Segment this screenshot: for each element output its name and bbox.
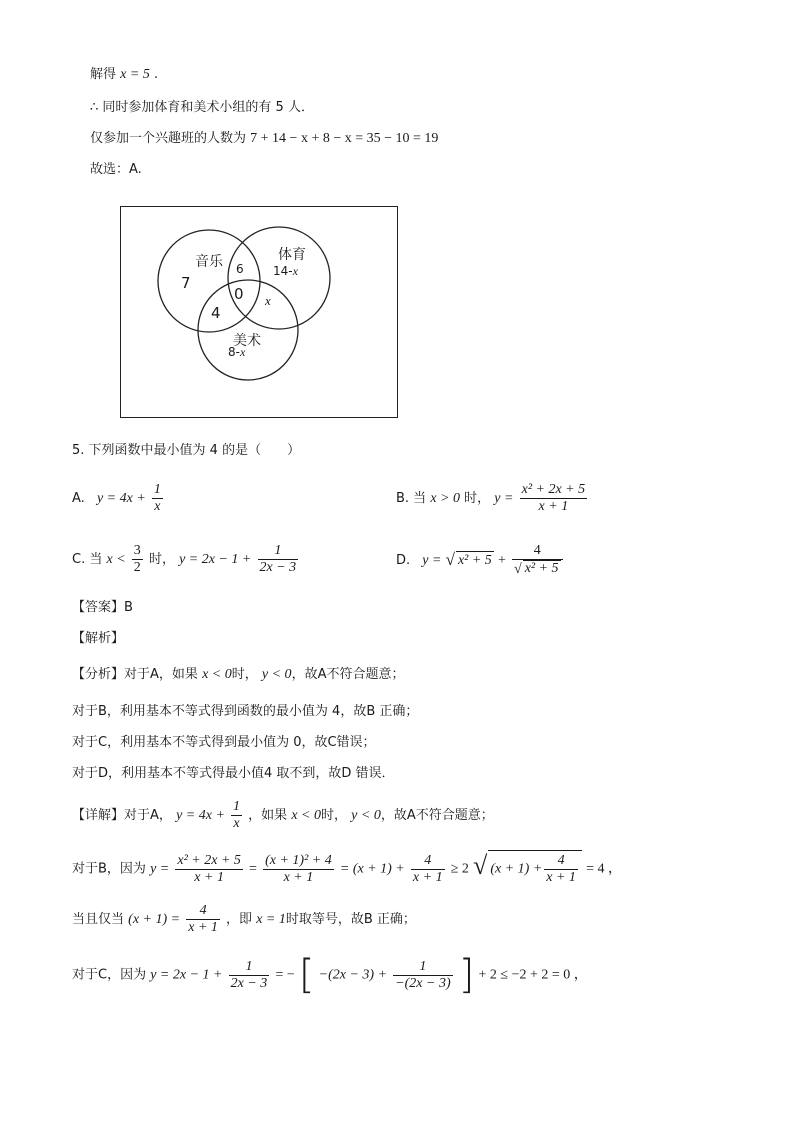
eq-math-1: (x + 1) = (128, 912, 181, 927)
solution-line-3-math: 7 + 14 − x + 8 − x = 35 − 10 = 19 (250, 131, 439, 146)
c-fraction-2-numerator: 1 (393, 959, 452, 976)
b-y: y = (150, 861, 170, 877)
art-only-number: 8- (228, 345, 240, 359)
eq-fraction (186, 903, 220, 936)
sports-art-value: x (265, 293, 271, 308)
option-c (72, 543, 300, 576)
option-a (72, 482, 165, 515)
option-d-label: D. (396, 553, 411, 568)
b-fraction-2 (263, 853, 334, 886)
art-only-variable: x (239, 345, 246, 359)
b-ge: ≥ 2 (450, 861, 469, 877)
detail-line-b (72, 850, 622, 886)
analysis-line-b: 对于B，利用基本不等式得到函数的最小值为 4，故B 正确； (72, 704, 419, 719)
detail-fraction (231, 799, 242, 832)
solution-line-1-end: . (153, 67, 159, 82)
answer-value: B (124, 600, 133, 615)
all-three-value: 0 (234, 285, 244, 303)
b-text: 对于B，因为 (72, 861, 146, 877)
detail-numerator: 1 (233, 799, 241, 814)
sports-only-value (273, 264, 298, 279)
music-label: 音乐 (195, 254, 223, 270)
option-c-when: 时， (148, 552, 175, 567)
b-fraction-3 (411, 853, 445, 886)
analysis-line-a (72, 666, 404, 684)
b-fraction-1-numerator: x² + 2x + 5 (177, 852, 241, 868)
solution-line-2: ∴ 同时参加体育和美术小组的有 5 人． (90, 100, 314, 115)
c-fraction-2-denominator: −(2x − 3) (395, 975, 451, 991)
option-a-fraction (152, 482, 163, 515)
b-fraction-4 (544, 853, 578, 886)
option-b (396, 482, 589, 515)
option-d-denominator: √ x² + 5 (514, 561, 559, 577)
option-b-fraction (520, 482, 588, 515)
b-fraction-1 (175, 853, 243, 886)
fenxi-math-1: x < 0 (202, 667, 232, 682)
detail-text-3: 时， (321, 808, 348, 823)
eq-text-1: 当且仅当 (72, 912, 125, 927)
option-c-denominator: 2x − 3 (259, 560, 297, 575)
detail-math-2: y < 0 (351, 808, 381, 823)
option-a-label: A. (72, 491, 85, 506)
b-fraction-4-numerator: 4 (544, 853, 578, 870)
option-b-numerator: x² + 2x + 5 (521, 482, 586, 497)
detail-text-2: ，如果 (248, 808, 288, 823)
option-a-expr: y = 4x + (96, 491, 146, 506)
c-right-bracket: ] (458, 952, 475, 998)
analysis-line-d: 对于D，利用基本不等式得最小值4 取不到，故D 错误． (72, 766, 395, 781)
venn-diagram (120, 206, 398, 418)
c-expr: y = 2x − 1 + (150, 967, 223, 983)
option-d-den-radicand: x² + 5 (524, 561, 559, 576)
option-b-label: B. 当 (396, 491, 427, 506)
b-eq-2: = (x + 1) + (339, 861, 405, 877)
option-c-bound-fraction (132, 543, 143, 576)
option-c-expr: y = 2x − 1 + (179, 552, 252, 567)
detail-line-a (72, 799, 494, 832)
b-fraction-1-denominator: x + 1 (194, 869, 224, 885)
b-fraction-4-denominator: x + 1 (546, 870, 576, 885)
detail-line-eq (72, 903, 416, 936)
c-fraction-1 (229, 959, 270, 992)
detail-text-4: ，故A不符合题意； (380, 808, 494, 823)
eq-text-2: ，即 (226, 912, 253, 927)
option-d-y: y = (422, 553, 442, 568)
fenxi-text-1: 对于A，如果 (124, 667, 198, 682)
analysis-line-c: 对于C，利用基本不等式得到最小值为 0，故C错误； (72, 735, 376, 750)
detail-text-1: 对于A， (124, 808, 172, 823)
c-fraction-1-denominator: 2x − 3 (230, 975, 268, 991)
c-fraction-2 (393, 959, 452, 992)
option-b-condition: x > 0 (430, 491, 460, 506)
c-eq: = − (275, 967, 295, 983)
solution-line-3-text: 仅参加一个兴趣班的人数为 (90, 131, 247, 146)
option-b-y: y = (494, 491, 514, 506)
c-end: + 2 ≤ −2 + 2 = 0 ， (478, 967, 588, 983)
option-c-label: C. 当 (72, 552, 103, 567)
b-sqrt: √ (x + 1) + $\frac{4}{x + 1}$ (473, 862, 582, 877)
b-fraction-3-numerator: 4 (411, 853, 445, 870)
c-inner-1: −(2x − 3) + (318, 967, 388, 983)
fenxi-tag: 【分析】 (72, 667, 125, 682)
music-art-value: 4 (211, 304, 221, 322)
music-sports-value: 6 (236, 262, 244, 276)
option-d-numerator: 4 (512, 543, 563, 560)
solution-line-3 (90, 130, 438, 148)
detail-line-c (72, 952, 588, 998)
eq-text-3: 时取等号，故B 正确； (285, 912, 416, 927)
sports-only-variable: x (292, 264, 298, 278)
fenxi-math-2: y < 0 (261, 667, 292, 682)
eq-denominator: x + 1 (188, 920, 218, 935)
option-d-fraction (512, 543, 563, 578)
option-a-numerator: 1 (153, 482, 161, 497)
option-c-condition: x < (106, 552, 126, 567)
option-c-numerator: 1 (258, 543, 299, 560)
option-d (396, 543, 565, 578)
b-radicand (488, 850, 582, 886)
eq-numerator: 4 (186, 903, 220, 920)
solution-line-1 (90, 66, 158, 84)
music-only-value: 7 (181, 274, 191, 292)
option-c-bound-numerator: 3 (133, 543, 141, 558)
b-rad-pre: (x + 1) + (490, 861, 543, 877)
answer-tag: 【答案】 (72, 600, 125, 615)
option-d-sqrt: √ x² + 5 (445, 550, 492, 569)
venn-circles (121, 207, 397, 417)
question-5-stem: 5. 下列函数中最小值为 4 的是（ ） (72, 443, 301, 458)
b-fraction-2-numerator: (x + 1)² + 4 (265, 852, 332, 868)
art-label: 美术 (233, 333, 261, 349)
solution-line-1-math: x = 5 (120, 67, 150, 82)
option-a-denominator: x (154, 499, 161, 514)
detail-math-1: x < 0 (291, 808, 321, 823)
sports-label: 体育 (278, 247, 306, 263)
sports-only-number: 14- (273, 264, 293, 278)
option-d-radicand: x² + 5 (457, 553, 492, 568)
fenxi-text-2: 时， (231, 667, 258, 682)
b-end: = 4 ， (586, 861, 622, 877)
option-b-when: 时， (464, 491, 491, 506)
solution-line-4: 故选：A. (90, 162, 142, 177)
detail-expr: y = 4x + (176, 808, 225, 823)
eq-math-2: x = 1 (256, 912, 286, 927)
solution-line-1-prefix: 解得 (90, 67, 117, 82)
music-circle (158, 230, 260, 332)
art-only-value (228, 345, 245, 360)
detail-tag: 【详解】 (72, 808, 125, 823)
c-left-bracket: [ (298, 952, 315, 998)
c-fraction-1-numerator: 1 (229, 959, 270, 976)
fenxi-text-3: ，故A不符合题意； (291, 667, 405, 682)
b-fraction-2-denominator: x + 1 (283, 869, 314, 885)
option-c-fraction (258, 543, 299, 576)
c-text: 对于C，因为 (72, 967, 147, 983)
option-b-denominator: x + 1 (538, 499, 569, 514)
answer-line (72, 599, 133, 617)
b-eq-1: = (249, 861, 257, 877)
option-c-bound-denominator: 2 (133, 560, 141, 575)
option-d-plus: + (497, 553, 506, 568)
b-fraction-3-denominator: x + 1 (412, 869, 443, 885)
analysis-tag: 【解析】 (72, 631, 125, 646)
detail-denominator: x (233, 816, 240, 831)
